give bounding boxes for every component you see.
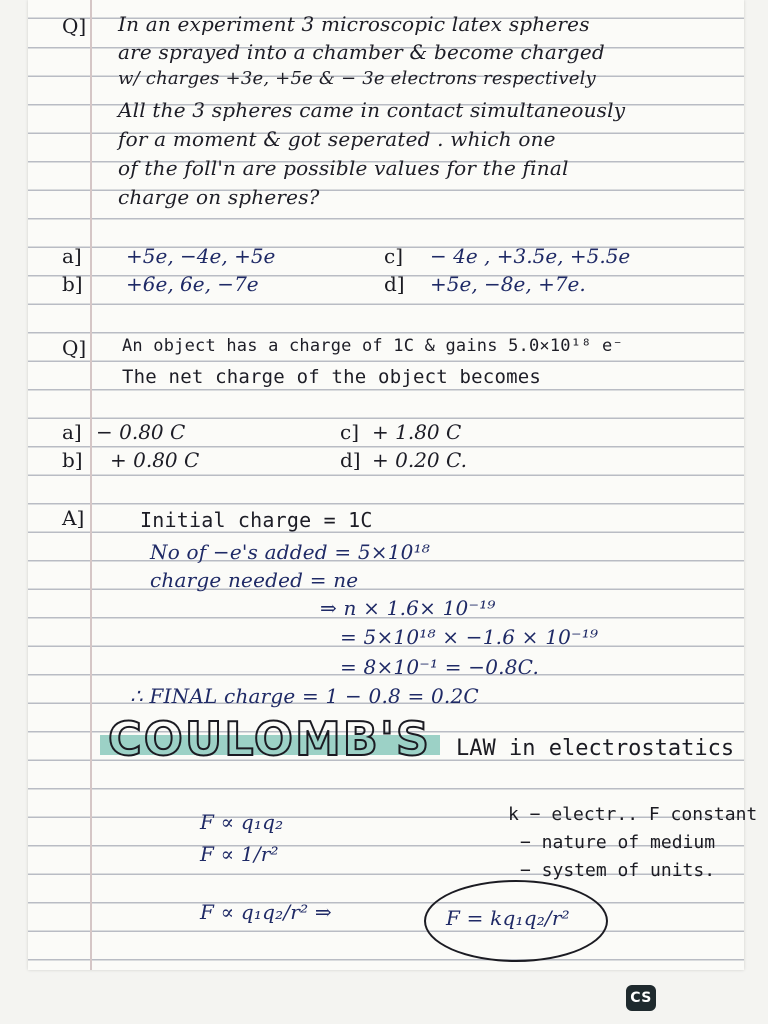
answer-line-1: Initial charge = 1C bbox=[140, 508, 373, 532]
formula-2: F ∝ 1/r² bbox=[200, 842, 279, 866]
q2-label: Q] bbox=[62, 336, 87, 360]
q2-option-d: + 0.20 C. bbox=[372, 448, 467, 472]
q2-option-c: + 1.80 C bbox=[372, 420, 462, 444]
camscanner-badge: CS bbox=[626, 985, 656, 1011]
q1-label: Q] bbox=[62, 14, 87, 38]
formula-1: F ∝ q₁q₂ bbox=[200, 810, 284, 834]
q1-option-c-label: c] bbox=[384, 244, 404, 268]
q1-line-7: charge on spheres? bbox=[118, 185, 320, 209]
answer-line-2: No of −e's added = 5×10¹⁸ bbox=[150, 540, 431, 564]
q1-option-c: − 4e , +3.5e, +5.5e bbox=[430, 244, 631, 268]
margin-line bbox=[90, 0, 92, 970]
q2-option-a: − 0.80 C bbox=[96, 420, 186, 444]
q1-line-1: In an experiment 3 microscopic latex spheres bbox=[118, 12, 590, 36]
q1-line-5: for a moment & got seperated . which one bbox=[118, 127, 556, 151]
answer-line-4: ⇒ n × 1.6× 10⁻¹⁹ bbox=[320, 596, 496, 620]
q2-line-1: An object has a charge of 1C & gains 5.0×10¹⁸ e⁻ bbox=[122, 336, 623, 356]
coulomb-heading: COULOMB'S bbox=[108, 712, 432, 766]
answer-line-3: charge needed = ne bbox=[150, 568, 359, 592]
q1-option-a: +5e, −4e, +5e bbox=[126, 244, 276, 268]
q2-option-c-label: c] bbox=[340, 420, 360, 444]
q2-line-2: The net charge of the object becomes bbox=[122, 366, 542, 388]
q2-option-b: + 0.80 C bbox=[110, 448, 200, 472]
q1-option-b-label: b] bbox=[62, 272, 83, 296]
k-note-1: k − electr.. F constant bbox=[508, 804, 758, 825]
q1-line-2: are sprayed into a chamber & become charged bbox=[118, 40, 605, 64]
q1-option-b: +6e, 6e, −7e bbox=[126, 272, 259, 296]
boxed-formula: F = kq₁q₂/r² bbox=[446, 906, 570, 930]
q1-option-d-label: d] bbox=[384, 272, 405, 296]
q2-option-b-label: b] bbox=[62, 448, 83, 472]
q1-option-a-label: a] bbox=[62, 244, 82, 268]
q1-line-4: All the 3 spheres came in contact simultaneously bbox=[118, 98, 626, 122]
q2-option-a-label: a] bbox=[62, 420, 82, 444]
q1-line-3: w/ charges +3e, +5e & − 3e electrons respectively bbox=[118, 68, 596, 89]
formula-3: F ∝ q₁q₂/r² ⇒ bbox=[200, 900, 332, 924]
k-note-2: − nature of medium bbox=[520, 832, 716, 853]
k-note-3: − system of units. bbox=[520, 860, 716, 881]
answer-line-7: ∴ FINAL charge = 1 − 0.8 = 0.2C bbox=[130, 684, 479, 708]
answer-line-5: = 5×10¹⁸ × −1.6 × 10⁻¹⁹ bbox=[340, 625, 599, 649]
q2-option-d-label: d] bbox=[340, 448, 361, 472]
answer-label: A] bbox=[62, 506, 85, 530]
q1-line-6: of the foll'n are possible values for the final bbox=[118, 156, 569, 180]
answer-line-6: = 8×10⁻¹ = −0.8C. bbox=[340, 655, 540, 679]
q1-option-d: +5e, −8e, +7e. bbox=[430, 272, 586, 296]
coulomb-heading-rest: LAW in electrostatics bbox=[456, 736, 735, 761]
